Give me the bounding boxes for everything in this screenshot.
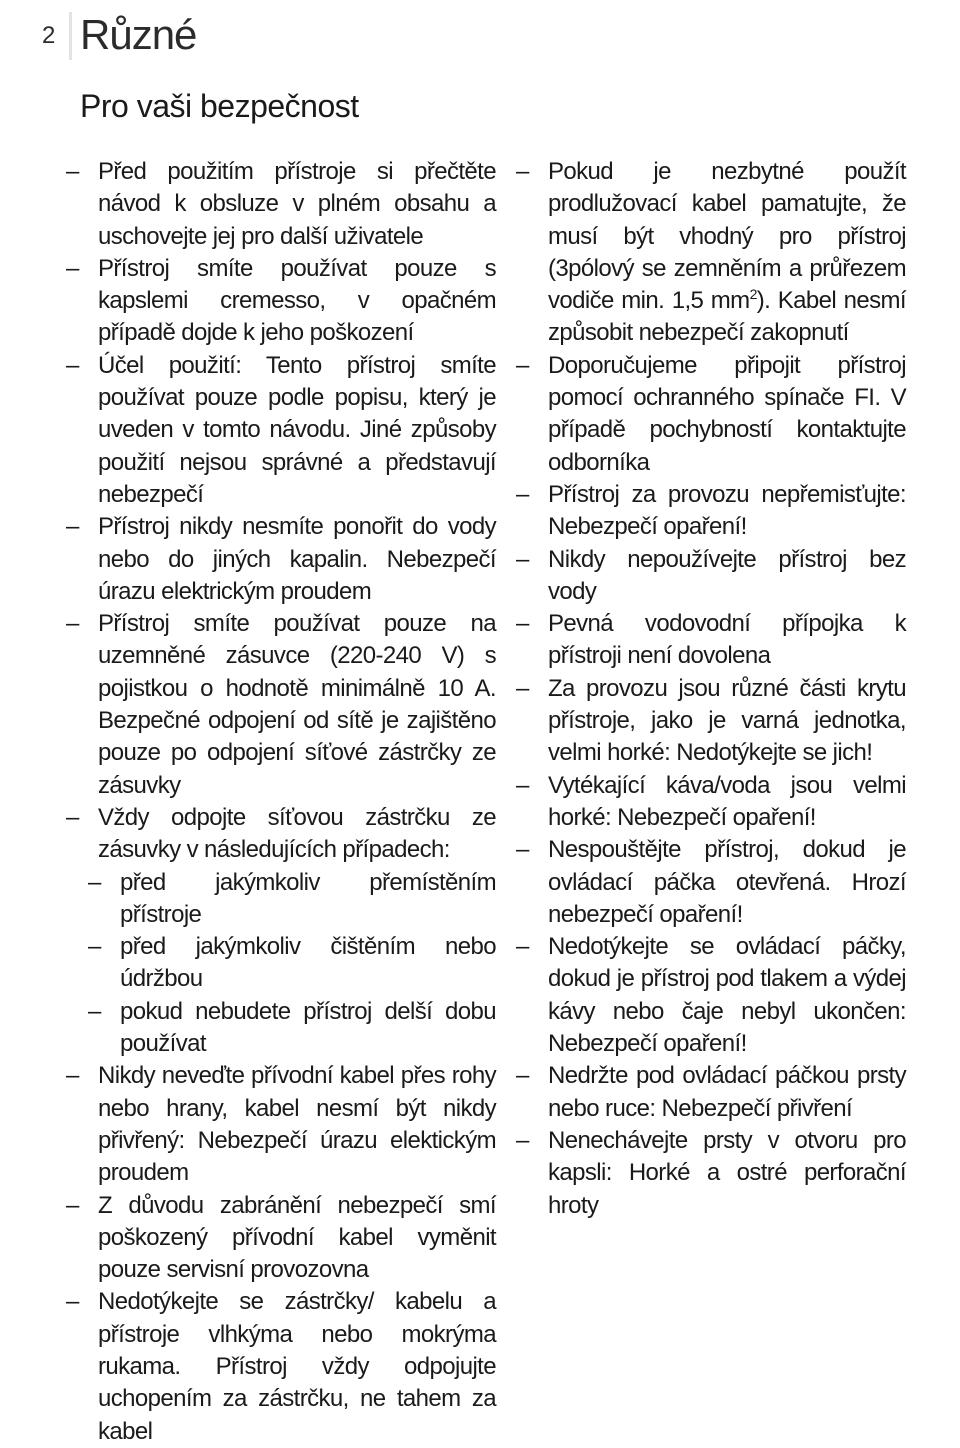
list-item: [514, 673, 906, 770]
list-item-text: Před použitím přístroje si přečtěte návod k obsluze v plném obsahu a uschovejte jej pro další uživatele: [98, 158, 496, 250]
dash-bullet: –: [516, 836, 529, 864]
sub-list-item: [86, 996, 496, 1061]
list-item: [64, 802, 496, 867]
list-item: [514, 1060, 906, 1125]
list-item-text: Vždy odpojte síťovou zástrčku ze zásuvky v následujících případech:: [98, 803, 496, 864]
sub-list: [64, 867, 496, 1061]
dash-bullet: –: [516, 674, 529, 702]
dash-bullet: –: [516, 1062, 529, 1090]
list-item: [514, 770, 906, 835]
list-item-text: Nikdy neveďte přívodní kabel přes rohy nebo hrany, kabel nesmí být nikdy přivřený: Nebezpečí úrazu elektickým proudem: [98, 1062, 496, 1187]
list-item-text: Přístroj nikdy nesmíte ponořit do vody nebo do jiných kapalin. Nebezpečí úrazu elektrickým proudem: [98, 513, 496, 605]
dash-bullet: –: [88, 933, 101, 961]
dash-bullet: –: [516, 1126, 529, 1154]
list-item-text: Nenechávejte prsty v otvoru pro kapsli: Horké a ostré perforační hroty: [548, 1126, 906, 1219]
sub-list-item-text: před jakýmkoliv čištěním nebo údržbou: [120, 933, 496, 993]
chapter-divider: [69, 12, 72, 60]
list-item-text: ). Kabel nesmí způsobit nebezpečí zakopnutí: [548, 287, 906, 347]
dash-bullet: –: [88, 868, 101, 896]
list-item: [64, 511, 496, 608]
list-item-text: Přístroj za provozu nepřemisťujte: Nebezpečí opaření!: [548, 480, 906, 541]
dash-bullet: –: [66, 1191, 79, 1219]
dash-bullet: –: [516, 771, 529, 799]
dash-bullet: –: [516, 545, 529, 573]
list-item-text: Doporučujeme připojit přístroj pomocí ochranného spínače FI. V případě pochybností kontaktujte odborníka: [548, 351, 906, 476]
list-item: [64, 1286, 496, 1447]
dash-bullet: –: [66, 158, 79, 185]
list-item: [64, 253, 496, 350]
list-item: [514, 834, 906, 931]
list-item-text: Nedotýkejte se ovládací páčky, dokud je přístroj pod tlakem a výdej kávy nebo čaje nebyl ukončen: Nebezpečí opaření!: [548, 933, 906, 1058]
dash-bullet: –: [516, 933, 529, 961]
dash-bullet: –: [88, 997, 101, 1025]
list-item-text: Z důvodu zabránění nebezpečí smí poškozený přívodní kabel vyměnit pouze servisní provozovna: [98, 1191, 496, 1284]
section-title: Pro vaši bezpečnost: [80, 88, 359, 124]
list-item-text: Nedržte pod ovládací páčkou prsty nebo ruce: Nebezpečí přivření: [548, 1062, 906, 1122]
dash-bullet: –: [516, 610, 529, 638]
chapter-title: Různé: [80, 11, 197, 58]
dash-bullet: –: [66, 1288, 79, 1316]
right-column: [514, 156, 906, 1222]
list-item: [64, 1190, 496, 1287]
dash-bullet: –: [66, 1062, 79, 1090]
list-item: [64, 350, 496, 511]
sub-list-item: [86, 931, 496, 996]
list-item-text: Pevná vodovodní přípojka k přístroji není dovolena: [548, 610, 906, 670]
sub-list-item-text: před jakýmkoliv přemístěním přístroje: [120, 868, 496, 928]
list-item: [64, 1060, 496, 1189]
left-column: [64, 156, 496, 1448]
page-header: [0, 0, 960, 70]
dash-bullet: –: [66, 803, 79, 831]
list-item-text: Přístroj smíte používat pouze s kapslemi cremesso, v opačném případě dojde k jeho poškození: [98, 254, 496, 347]
list-item: [514, 1125, 906, 1222]
page-number: 2: [42, 22, 56, 49]
dash-bullet: –: [516, 158, 529, 185]
list-item: [514, 608, 906, 673]
list-item: [514, 350, 906, 479]
list-item-text: Za provozu jsou různé části krytu přístroje, jako je varná jednotka, velmi horké: Nedotýkejte se jich!: [548, 674, 906, 767]
sub-list-item: [86, 867, 496, 932]
list-item-text: Nikdy nepoužívejte přístroj bez vody: [548, 545, 906, 605]
list-item: [64, 156, 496, 253]
list-item: [514, 156, 906, 350]
dash-bullet: –: [66, 513, 79, 541]
dash-bullet: –: [66, 254, 79, 282]
list-item: [514, 544, 906, 609]
dash-bullet: –: [516, 480, 529, 508]
list-item-text: Nespouštějte přístroj, dokud je ovládací páčka otevřená. Hrozí nebezpečí opaření!: [548, 836, 906, 928]
list-item-text: Přístroj smíte používat pouze na uzemněné zásuvce (220-240 V) s pojistkou o hodnotě minimálně 10 A. Bezpečné odpojení od sítě je zajištěno pouze po odpojení síťové zástrčky ze zásuvky: [98, 610, 496, 799]
list-item: [514, 479, 906, 544]
superscript: 2: [749, 286, 757, 303]
dash-bullet: –: [66, 351, 79, 379]
dash-bullet: –: [516, 351, 529, 379]
list-item-text: Nedotýkejte se zástrčky/ kabelu a přístroje vlhkýma nebo mokrýma rukama. Přístroj vždy odpojujte uchopením za zástrčku, ne tahem za kabel: [98, 1288, 496, 1445]
dash-bullet: –: [66, 610, 79, 638]
list-item-text: Vytékající káva/voda jsou velmi horké: Nebezpečí opaření!: [548, 771, 906, 831]
list-item: [514, 931, 906, 1060]
list-item-text: Účel použití: Tento přístroj smíte používat pouze podle popisu, který je uveden v tomto návodu. Jiné způsoby použití nejsou správné a představují nebezpečí: [98, 351, 496, 508]
sub-list-item-text: pokud nebudete přístroj delší dobu používat: [120, 997, 496, 1058]
list-item: [64, 608, 496, 802]
list-item-text: Pokud je nezbytné použít prodlužovací kabel pamatujte, že musí být vhodný pro přístroj (3pólový se zemněním a průřezem vodiče min. 1,5 mm: [548, 158, 906, 315]
